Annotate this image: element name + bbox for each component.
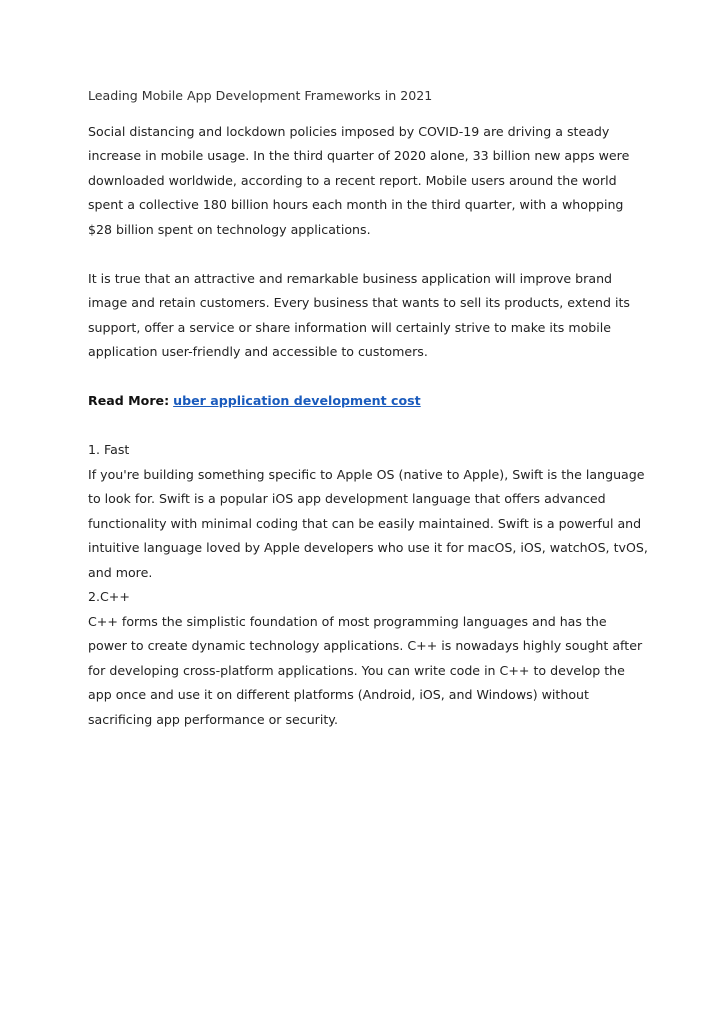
paragraph-spacer — [88, 414, 648, 439]
read-more-link[interactable]: uber application development cost — [173, 393, 421, 408]
read-more-line — [88, 389, 648, 414]
read-more-label: Read More: — [88, 393, 170, 408]
paragraph-spacer — [88, 242, 648, 267]
paragraph-spacer — [88, 365, 648, 390]
document-title: Leading Mobile App Development Frameworks in 2021 — [88, 88, 433, 103]
intro-paragraph-1: Social distancing and lockdown policies imposed by COVID-19 are driving a steady increase in mobile usage. In the third quarter of 2020 alone, 33 billion new apps were downloaded worldwide, according to a recent report. Mobile users around the world spent a collective 180 billion hours each month in the third quarter, with a whopping $28 billion spent on technology applications. — [88, 123, 630, 237]
document-page — [88, 84, 648, 732]
section-body-cpp: C++ forms the simplistic foundation of most programming languages and has the power to create dynamic technology applications. C++ is nowadays highly sought after for developing cross-platform applications. You can write code in C++ to develop the app once and use it on different platforms (Android, iOS, and Windows) without sacrificing app performance or security. — [88, 613, 643, 727]
intro-paragraph-2: It is true that an attractive and remarkable business application will improve brand image and retain customers. Every business that wants to sell its products, extend its support, offer a service or share information will certainly strive to make its mobile application user-friendly and accessible to customers. — [88, 270, 630, 359]
section-body-fast: If you're building something specific to Apple OS (native to Apple), Swift is the language to look for. Swift is a popular iOS app development language that offers advanced functionality with minimal coding that can be easily maintained. Swift is a powerful and intuitive language loved by Apple developers who use it for macOS, iOS, watchOS, tvOS, and more. — [88, 466, 648, 580]
section-heading-fast: 1. Fast — [88, 442, 130, 457]
section-heading-cpp: 2.C++ — [88, 589, 130, 604]
